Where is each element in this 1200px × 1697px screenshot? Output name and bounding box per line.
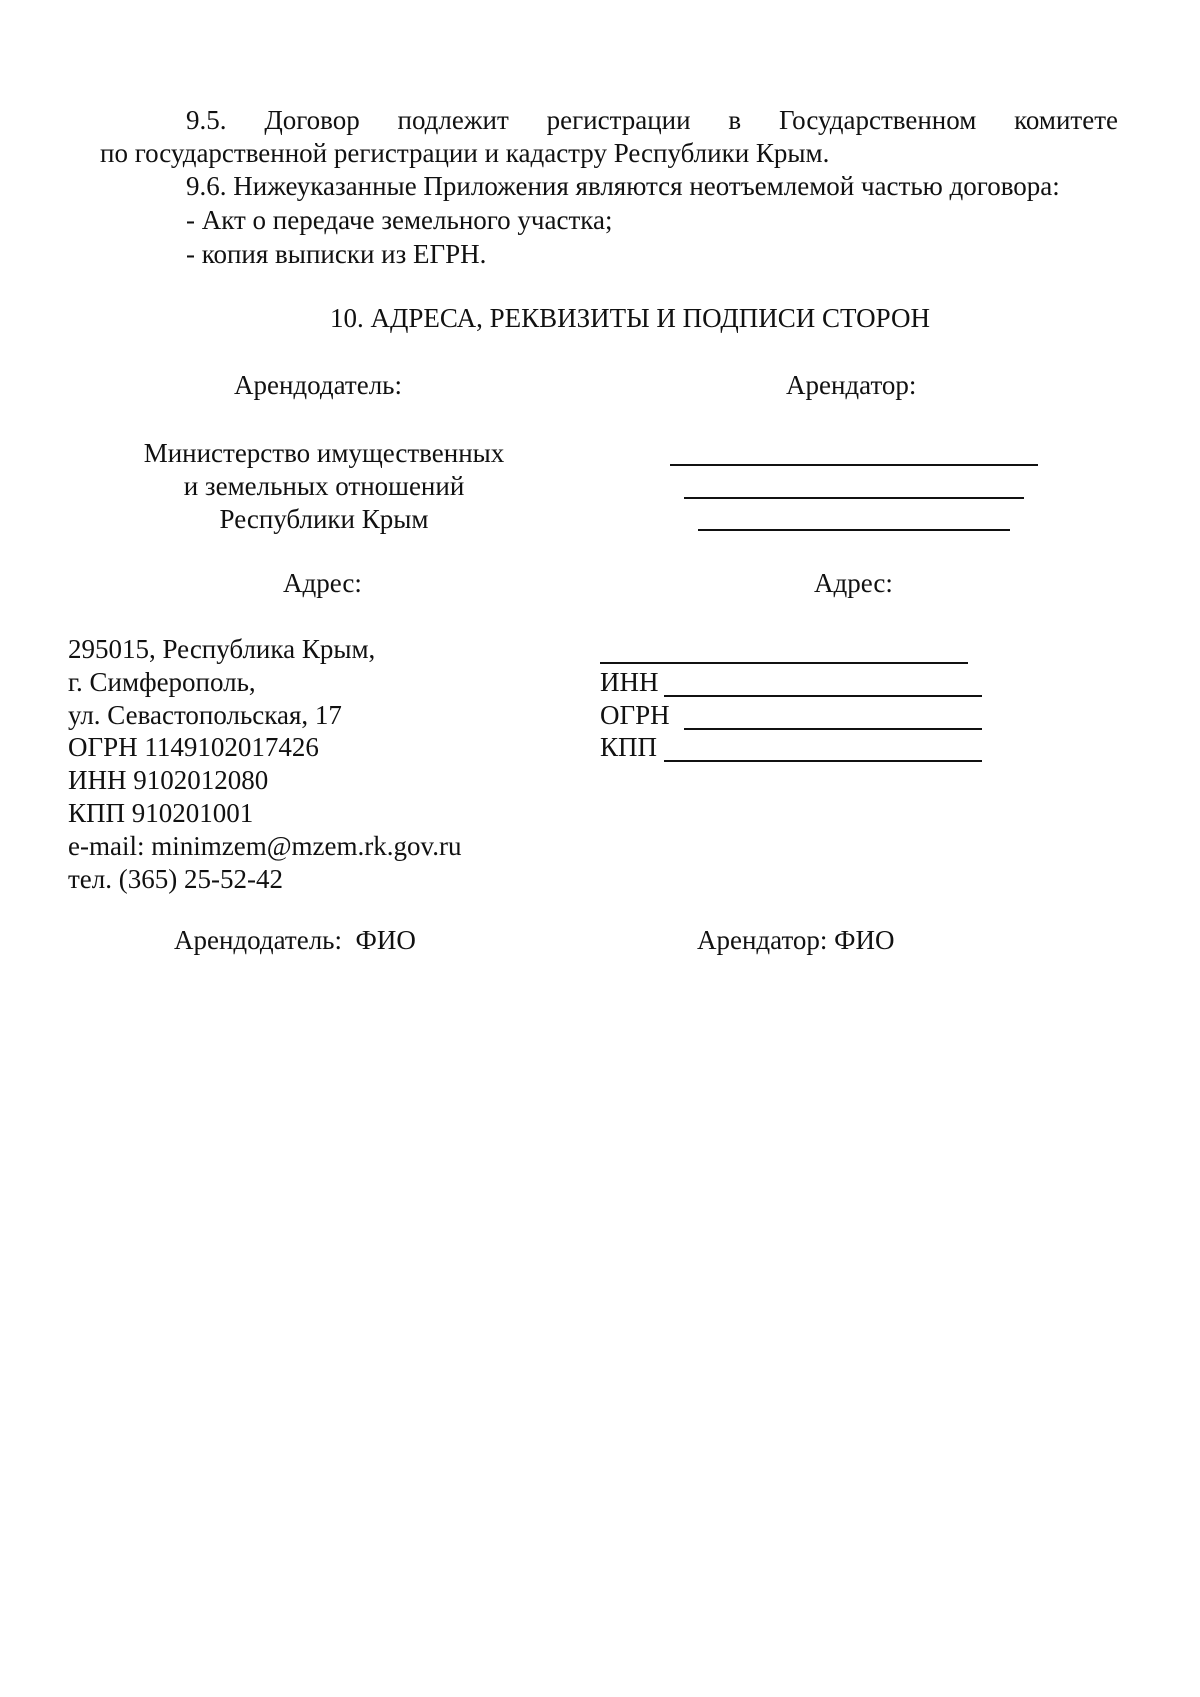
lessee-address-label: Адрес:	[814, 568, 893, 598]
lessor-address-line: г. Симферополь,	[68, 667, 256, 697]
clause-9-5-word: регистрации	[546, 105, 691, 135]
lessor-signature: Арендодатель: ФИО	[174, 925, 416, 955]
clause-9-5-word: в	[728, 105, 742, 135]
lessee-address-blank-line	[600, 662, 968, 664]
clause-9-5-line-2: по государственной регистрации и кадастру Республики Крым.	[100, 138, 830, 168]
lessee-name-blank-line	[670, 464, 1038, 466]
lessee-name-blank-line	[698, 529, 1010, 531]
lessee-name-blank-line	[684, 497, 1024, 499]
section-10-heading: 10. АДРЕСА, РЕКВИЗИТЫ И ПОДПИСИ СТОРОН	[330, 303, 930, 333]
lessor-kpp: КПП 910201001	[68, 798, 254, 828]
appendix-item-act: - Акт о передаче земельного участка;	[186, 205, 613, 235]
clause-9-5-word: Государственном	[778, 105, 977, 135]
lessee-label: Арендатор:	[786, 370, 917, 400]
clause-9-5-word: Договор	[264, 105, 360, 135]
lessor-label: Арендодатель:	[234, 370, 402, 400]
clause-9-5-word: комитете	[1014, 105, 1118, 135]
lessor-inn: ИНН 9102012080	[68, 765, 269, 795]
lessor-phone: тел. (365) 25-52-42	[68, 864, 283, 894]
lessor-org-line-3: Республики Крым	[219, 504, 429, 534]
lessor-email: e-mail: minimzem@mzem.rk.gov.ru	[68, 831, 462, 861]
lessor-org-line-1: Министерство имущественных	[143, 438, 505, 468]
lessee-kpp-label: КПП	[600, 732, 658, 762]
clause-9-5-word: подлежит	[397, 105, 509, 135]
lessor-ogrn: ОГРН 1149102017426	[68, 732, 319, 762]
lessee-inn-label: ИНН	[600, 667, 659, 697]
clause-9-5-line-1	[186, 104, 1118, 136]
lessee-inn-blank-line	[664, 695, 982, 697]
lessor-address-line: 295015, Республика Крым,	[68, 634, 376, 664]
clause-9-5-word: 9.5.	[186, 105, 227, 135]
lessor-address-label: Адрес:	[283, 568, 362, 598]
lessee-kpp-blank-line	[664, 760, 982, 762]
lessor-address-line: ул. Севастопольская, 17	[68, 700, 342, 730]
clause-9-6: 9.6. Нижеуказанные Приложения являются неотъемлемой частью договора:	[186, 171, 1060, 201]
lessee-signature: Арендатор: ФИО	[697, 925, 895, 955]
appendix-item-egrn: - копия выписки из ЕГРН.	[186, 239, 487, 269]
lessor-org-line-2: и земельных отношений	[183, 471, 465, 501]
lessee-ogrn-blank-line	[684, 728, 982, 730]
lessee-ogrn-label: ОГРН	[600, 700, 670, 730]
